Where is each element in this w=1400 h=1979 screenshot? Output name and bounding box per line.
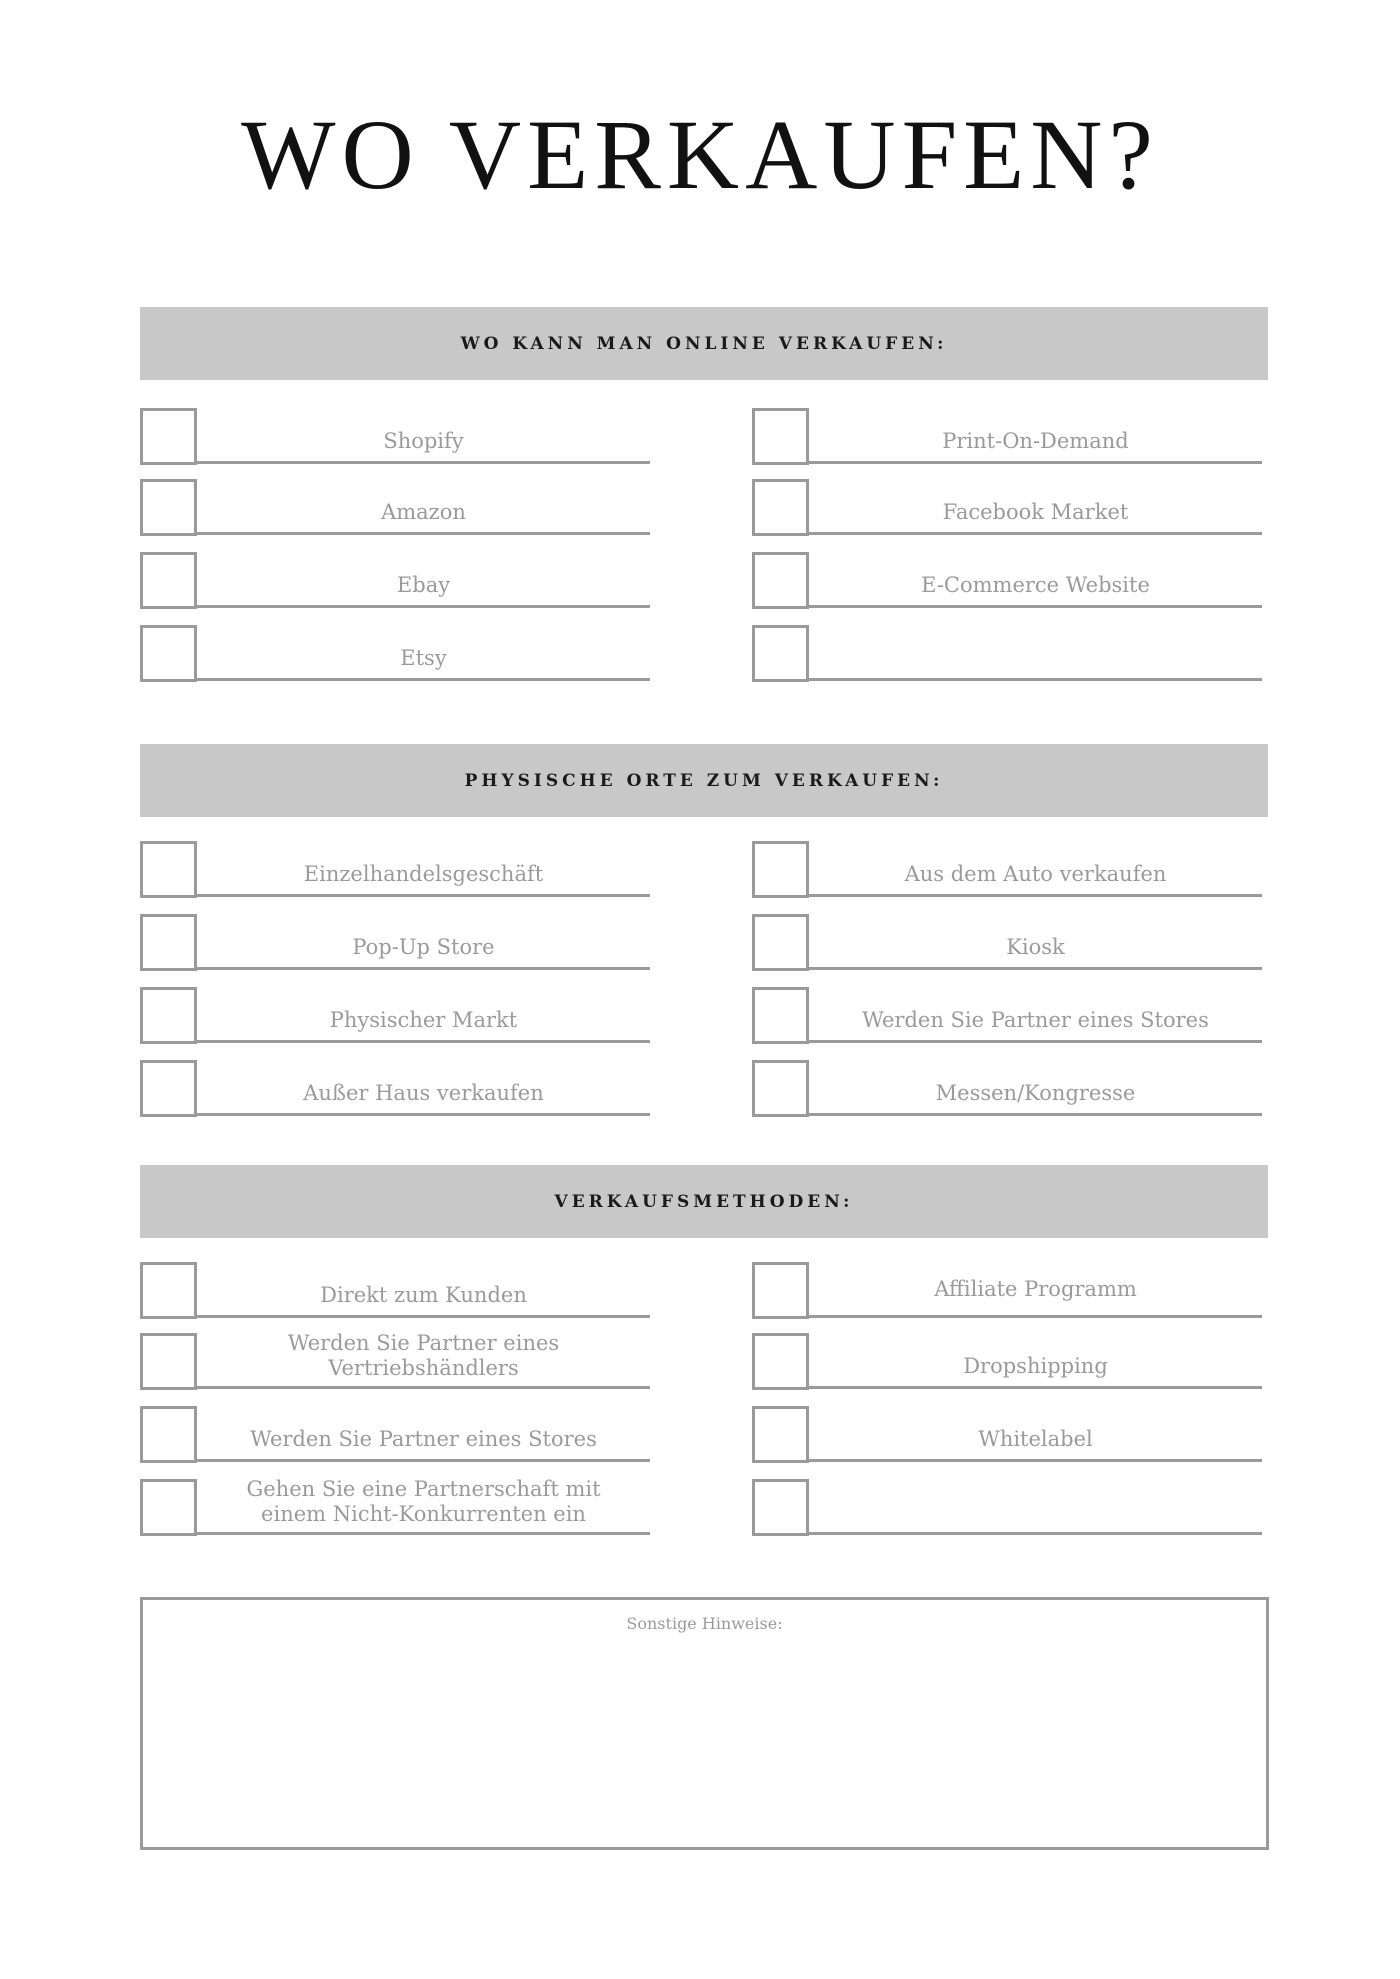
- underline: [809, 1532, 1262, 1535]
- underline: [809, 967, 1262, 970]
- underline: [197, 1040, 650, 1043]
- checkbox[interactable]: [140, 479, 197, 536]
- checklist-item-vertriebshaendler[interactable]: [140, 1333, 650, 1389]
- checklist-item-blank[interactable]: [752, 625, 1262, 681]
- underline: [197, 678, 650, 681]
- checklist-item-auto[interactable]: [752, 841, 1262, 897]
- underline: [809, 1315, 1262, 1318]
- checkbox[interactable]: [140, 987, 197, 1044]
- item-label: Pop-Up Store: [352, 935, 495, 959]
- underline: [809, 678, 1262, 681]
- notes-box[interactable]: [140, 1597, 1269, 1850]
- checklist-item-nicht-konkurrent[interactable]: [140, 1479, 650, 1535]
- checklist-item-facebook-market[interactable]: [752, 479, 1262, 535]
- checklist-item-ebay[interactable]: [140, 552, 650, 608]
- item-label: Werden Sie Partner eines Vertriebshändlers: [287, 1331, 560, 1380]
- underline: [197, 1532, 650, 1535]
- underline: [197, 967, 650, 970]
- underline: [809, 605, 1262, 608]
- checklist-item-partner-store[interactable]: [752, 987, 1262, 1043]
- checkbox[interactable]: [140, 1479, 197, 1536]
- item-label: Messen/Kongresse: [935, 1081, 1136, 1105]
- item-label: Shopify: [383, 429, 464, 453]
- checkbox[interactable]: [140, 841, 197, 898]
- item-label: Etsy: [400, 646, 447, 670]
- item-label: Facebook Market: [942, 500, 1129, 524]
- checklist-item-blank-2[interactable]: [752, 1479, 1262, 1535]
- item-label: Amazon: [381, 500, 466, 524]
- underline: [197, 1386, 650, 1389]
- item-label: Affiliate Programm: [934, 1277, 1137, 1301]
- item-label: Direkt zum Kunden: [320, 1283, 527, 1307]
- checkbox[interactable]: [140, 914, 197, 971]
- item-label: Werden Sie Partner eines Stores: [250, 1427, 597, 1451]
- checkbox[interactable]: [752, 1060, 809, 1117]
- item-label: Whitelabel: [978, 1427, 1093, 1451]
- underline: [809, 532, 1262, 535]
- underline: [197, 1459, 650, 1462]
- checkbox[interactable]: [140, 552, 197, 609]
- checklist-item-einzelhandel[interactable]: [140, 841, 650, 897]
- underline: [809, 1386, 1262, 1389]
- item-label: Dropshipping: [963, 1354, 1108, 1378]
- item-label: Print-On-Demand: [942, 429, 1129, 453]
- checkbox[interactable]: [752, 841, 809, 898]
- underline: [197, 894, 650, 897]
- checklist-item-kiosk[interactable]: [752, 914, 1262, 970]
- checklist-item-print-on-demand[interactable]: [752, 408, 1262, 464]
- underline: [197, 1113, 650, 1116]
- section-header-methods: VERKAUFSMETHODEN:: [140, 1165, 1268, 1238]
- item-label: Einzelhandelsgeschäft: [303, 862, 544, 886]
- item-label: Kiosk: [1006, 935, 1065, 959]
- checkbox[interactable]: [752, 1406, 809, 1463]
- item-label: Gehen Sie eine Partnerschaft mit einem Nicht-Konkurrenten ein: [246, 1477, 601, 1526]
- underline: [809, 1113, 1262, 1116]
- notes-label: Sonstige Hinweise:: [626, 1614, 783, 1633]
- checklist-item-dropshipping[interactable]: [752, 1333, 1262, 1389]
- item-label: Außer Haus verkaufen: [303, 1081, 544, 1105]
- checklist-item-affiliate[interactable]: [752, 1262, 1262, 1318]
- checklist-item-pop-up-store[interactable]: [140, 914, 650, 970]
- page-title: WO VERKAUFEN?: [241, 99, 1159, 210]
- section-header-online: WO KANN MAN ONLINE VERKAUFEN:: [140, 307, 1268, 380]
- underline: [197, 1315, 650, 1318]
- checkbox[interactable]: [752, 1333, 809, 1390]
- checkbox[interactable]: [752, 479, 809, 536]
- checkbox[interactable]: [752, 552, 809, 609]
- underline: [809, 461, 1262, 464]
- item-label: Werden Sie Partner eines Stores: [862, 1008, 1209, 1032]
- underline: [809, 894, 1262, 897]
- checkbox[interactable]: [140, 1262, 197, 1319]
- checklist-item-physischer-markt[interactable]: [140, 987, 650, 1043]
- underline: [809, 1040, 1262, 1043]
- checklist-item-etsy[interactable]: [140, 625, 650, 681]
- checklist-item-ausser-haus[interactable]: [140, 1060, 650, 1116]
- checkbox[interactable]: [140, 625, 197, 682]
- checkbox[interactable]: [752, 1262, 809, 1319]
- item-label: E-Commerce Website: [921, 573, 1150, 597]
- item-label: Aus dem Auto verkaufen: [904, 862, 1167, 886]
- checklist-item-ecommerce-website[interactable]: [752, 552, 1262, 608]
- checkbox[interactable]: [140, 1333, 197, 1390]
- checklist-item-messen[interactable]: [752, 1060, 1262, 1116]
- item-label: Physischer Markt: [329, 1008, 518, 1032]
- checklist-item-partner-store-2[interactable]: [140, 1406, 650, 1462]
- checkbox[interactable]: [140, 1406, 197, 1463]
- checklist-item-whitelabel[interactable]: [752, 1406, 1262, 1462]
- checkbox[interactable]: [752, 1479, 809, 1536]
- checklist-item-shopify[interactable]: [140, 408, 650, 464]
- underline: [809, 1459, 1262, 1462]
- checkbox[interactable]: [140, 408, 197, 465]
- checkbox[interactable]: [752, 987, 809, 1044]
- checkbox[interactable]: [140, 1060, 197, 1117]
- item-label: Ebay: [396, 573, 451, 597]
- checklist-item-amazon[interactable]: [140, 479, 650, 535]
- checkbox[interactable]: [752, 408, 809, 465]
- underline: [197, 461, 650, 464]
- underline: [197, 605, 650, 608]
- checklist-item-direkt[interactable]: [140, 1262, 650, 1318]
- section-header-physical: PHYSISCHE ORTE ZUM VERKAUFEN:: [140, 744, 1268, 817]
- checkbox[interactable]: [752, 914, 809, 971]
- underline: [197, 532, 650, 535]
- checkbox[interactable]: [752, 625, 809, 682]
